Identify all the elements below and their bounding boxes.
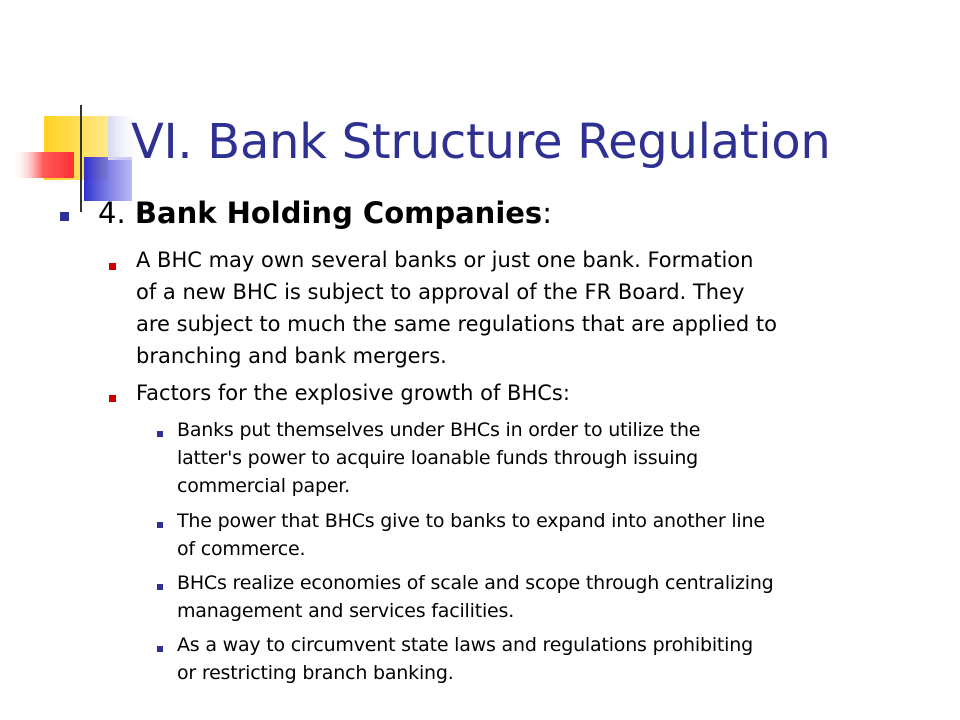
slide-title: VI. Bank Structure Regulation xyxy=(131,114,831,170)
heading-prefix: 4. xyxy=(98,196,135,230)
blue-square xyxy=(84,157,132,201)
text-line: latter's power to acquire loanable funds through issuing xyxy=(177,447,699,469)
subpoint-loanable-funds xyxy=(177,416,700,500)
bullet-level3 xyxy=(157,431,163,437)
bullet-level2 xyxy=(109,395,116,402)
text-line: management and services facilities. xyxy=(177,600,515,622)
text-line: As a way to circumvent state laws and regulations prohibiting xyxy=(177,634,753,656)
subpoint-economies-of-scale xyxy=(177,569,774,625)
heading-suffix: : xyxy=(542,196,552,230)
text-line: Factors for the explosive growth of BHCs: xyxy=(136,381,570,405)
heading-bank-holding-companies xyxy=(98,196,552,230)
heading-bold: Bank Holding Companies xyxy=(134,196,543,230)
text-line: commercial paper. xyxy=(177,475,351,497)
bullet-level2 xyxy=(109,263,116,270)
text-line: BHCs realize economies of scale and scope through centralizing xyxy=(177,572,774,594)
bullet-level3 xyxy=(157,584,163,590)
red-bar xyxy=(12,152,74,178)
bullet-level3 xyxy=(157,522,163,528)
text-line: The power that BHCs give to banks to expand into another line xyxy=(177,510,765,532)
subpoint-line-of-commerce xyxy=(177,507,765,563)
text-line: A BHC may own several banks or just one bank. Formation xyxy=(136,248,754,272)
text-line: branching and bank mergers. xyxy=(136,344,447,368)
text-line: are subject to much the same regulations that are applied to xyxy=(136,312,777,336)
text-line: Banks put themselves under BHCs in order to utilize the xyxy=(177,419,701,441)
subpoint-circumvent-laws xyxy=(177,631,753,687)
text-line: or restricting branch banking. xyxy=(177,662,454,684)
point-bhc-ownership xyxy=(136,244,777,372)
bullet-level3 xyxy=(157,646,163,652)
text-line: of commerce. xyxy=(177,538,306,560)
bullet-level1 xyxy=(60,212,69,221)
text-line: of a new BHC is subject to approval of the FR Board. They xyxy=(136,280,745,304)
point-growth-factors xyxy=(136,377,570,409)
